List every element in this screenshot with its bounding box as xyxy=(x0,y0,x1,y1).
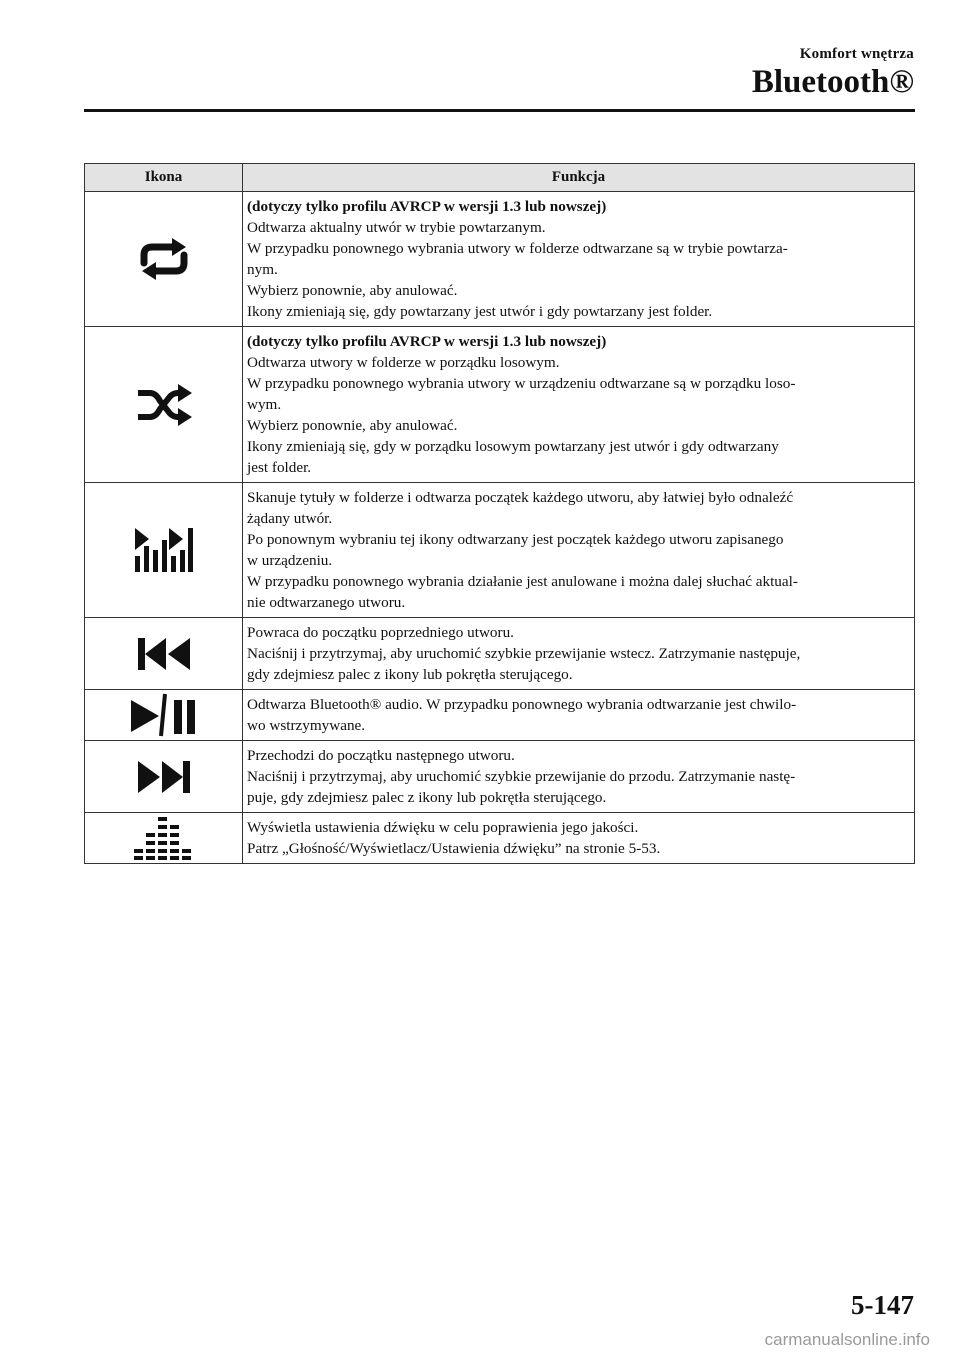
header-rule xyxy=(84,109,915,112)
scan-icon xyxy=(133,526,195,574)
header-icon-column: Ikona xyxy=(85,164,243,192)
page-number: 5-147 xyxy=(851,1290,914,1320)
next-track-icon xyxy=(136,759,192,795)
row-text-line: puje, gdy zdejmiesz palec z ikony lub pokrętła sterującego. xyxy=(247,789,607,806)
row-text-line: W przypadku ponownego wybrania utwory w folderze odtwarzane są w trybie powtarza- xyxy=(247,240,788,257)
table-row xyxy=(85,192,915,327)
table-row xyxy=(85,618,915,690)
row-text-line: Patrz „Głośność/Wyświetlacz/Ustawienia dźwięku” na stronie 5-53. xyxy=(247,840,661,857)
row-text-line: Odtwarza aktualny utwór w trybie powtarzanym. xyxy=(247,219,546,236)
chapter-title: Bluetooth® xyxy=(751,64,914,100)
row-text-line: Ikony zmieniają się, gdy powtarzany jest utwór i gdy powtarzany jest folder. xyxy=(247,303,713,320)
row-text-line: Naciśnij i przytrzymaj, aby uruchomić szybkie przewijanie do przodu. Zatrzymanie nastę- xyxy=(247,768,796,785)
row-text-line: (dotyczy tylko profilu AVRCP w wersji 1.3 lub nowszej) xyxy=(247,333,607,350)
table-row xyxy=(85,327,915,483)
row-text-line: W przypadku ponownego wybrania działanie jest anulowane i można dalej słuchać aktual- xyxy=(247,573,798,590)
row-text-line: Przechodzi do początku następnego utworu. xyxy=(247,747,515,764)
row-text-line: wym. xyxy=(247,396,282,413)
row-text-line: Po ponownym wybraniu tej ikony odtwarzany jest początek każdego utworu zapisanego xyxy=(247,531,784,548)
row-text-line: Wyświetla ustawienia dźwięku w celu poprawienia jego jakości. xyxy=(247,819,639,836)
watermark-link[interactable]: carmanualsonline.info xyxy=(764,1330,930,1349)
table-row xyxy=(85,690,915,741)
repeat-icon xyxy=(134,237,194,281)
row-text-line: nie odtwarzanego utworu. xyxy=(247,594,406,611)
shuffle-icon xyxy=(134,383,194,427)
icon-function-table xyxy=(84,163,915,864)
row-text-line: Wybierz ponownie, aby anulować. xyxy=(247,417,458,434)
row-text-line: jest folder. xyxy=(247,459,312,476)
sound-settings-icon xyxy=(134,815,194,861)
table-header-row xyxy=(85,164,915,192)
row-text-line: Odtwarza utwory w folderze w porządku losowym. xyxy=(247,354,560,371)
row-text-line: Powraca do początku poprzedniego utworu. xyxy=(247,624,514,641)
row-text-line: wo wstrzymywane. xyxy=(247,717,366,734)
row-text-line: nym. xyxy=(247,261,278,278)
previous-track-icon xyxy=(136,636,192,672)
section-title: Komfort wnętrza xyxy=(799,46,914,62)
table-row xyxy=(85,741,915,813)
row-text-line: Naciśnij i przytrzymaj, aby uruchomić szybkie przewijanie wstecz. Zatrzymanie następuje, xyxy=(247,645,801,662)
row-text-line: żądany utwór. xyxy=(247,510,333,527)
row-text-line: Wybierz ponownie, aby anulować. xyxy=(247,282,458,299)
row-text-line: w urządzeniu. xyxy=(247,552,333,569)
header-function-column: Funkcja xyxy=(243,164,915,192)
table-row xyxy=(85,813,915,864)
row-text-line: Ikony zmieniają się, gdy w porządku losowym powtarzany jest utwór i gdy odtwarzany xyxy=(247,438,779,455)
row-text-line: gdy zdejmiesz palec z ikony lub pokrętła sterującego. xyxy=(247,666,573,683)
row-text-line: Odtwarza Bluetooth® audio. W przypadku ponownego wybrania odtwarzanie jest chwilo- xyxy=(247,696,797,713)
play-pause-icon xyxy=(129,692,199,738)
table-row xyxy=(85,483,915,618)
row-text-line: Skanuje tytuły w folderze i odtwarza początek każdego utworu, aby łatwiej było odnaleźć xyxy=(247,489,794,506)
row-text-line: W przypadku ponownego wybrania utwory w urządzeniu odtwarzane są w porządku loso- xyxy=(247,375,796,392)
row-text-line: (dotyczy tylko profilu AVRCP w wersji 1.3 lub nowszej) xyxy=(247,198,607,215)
